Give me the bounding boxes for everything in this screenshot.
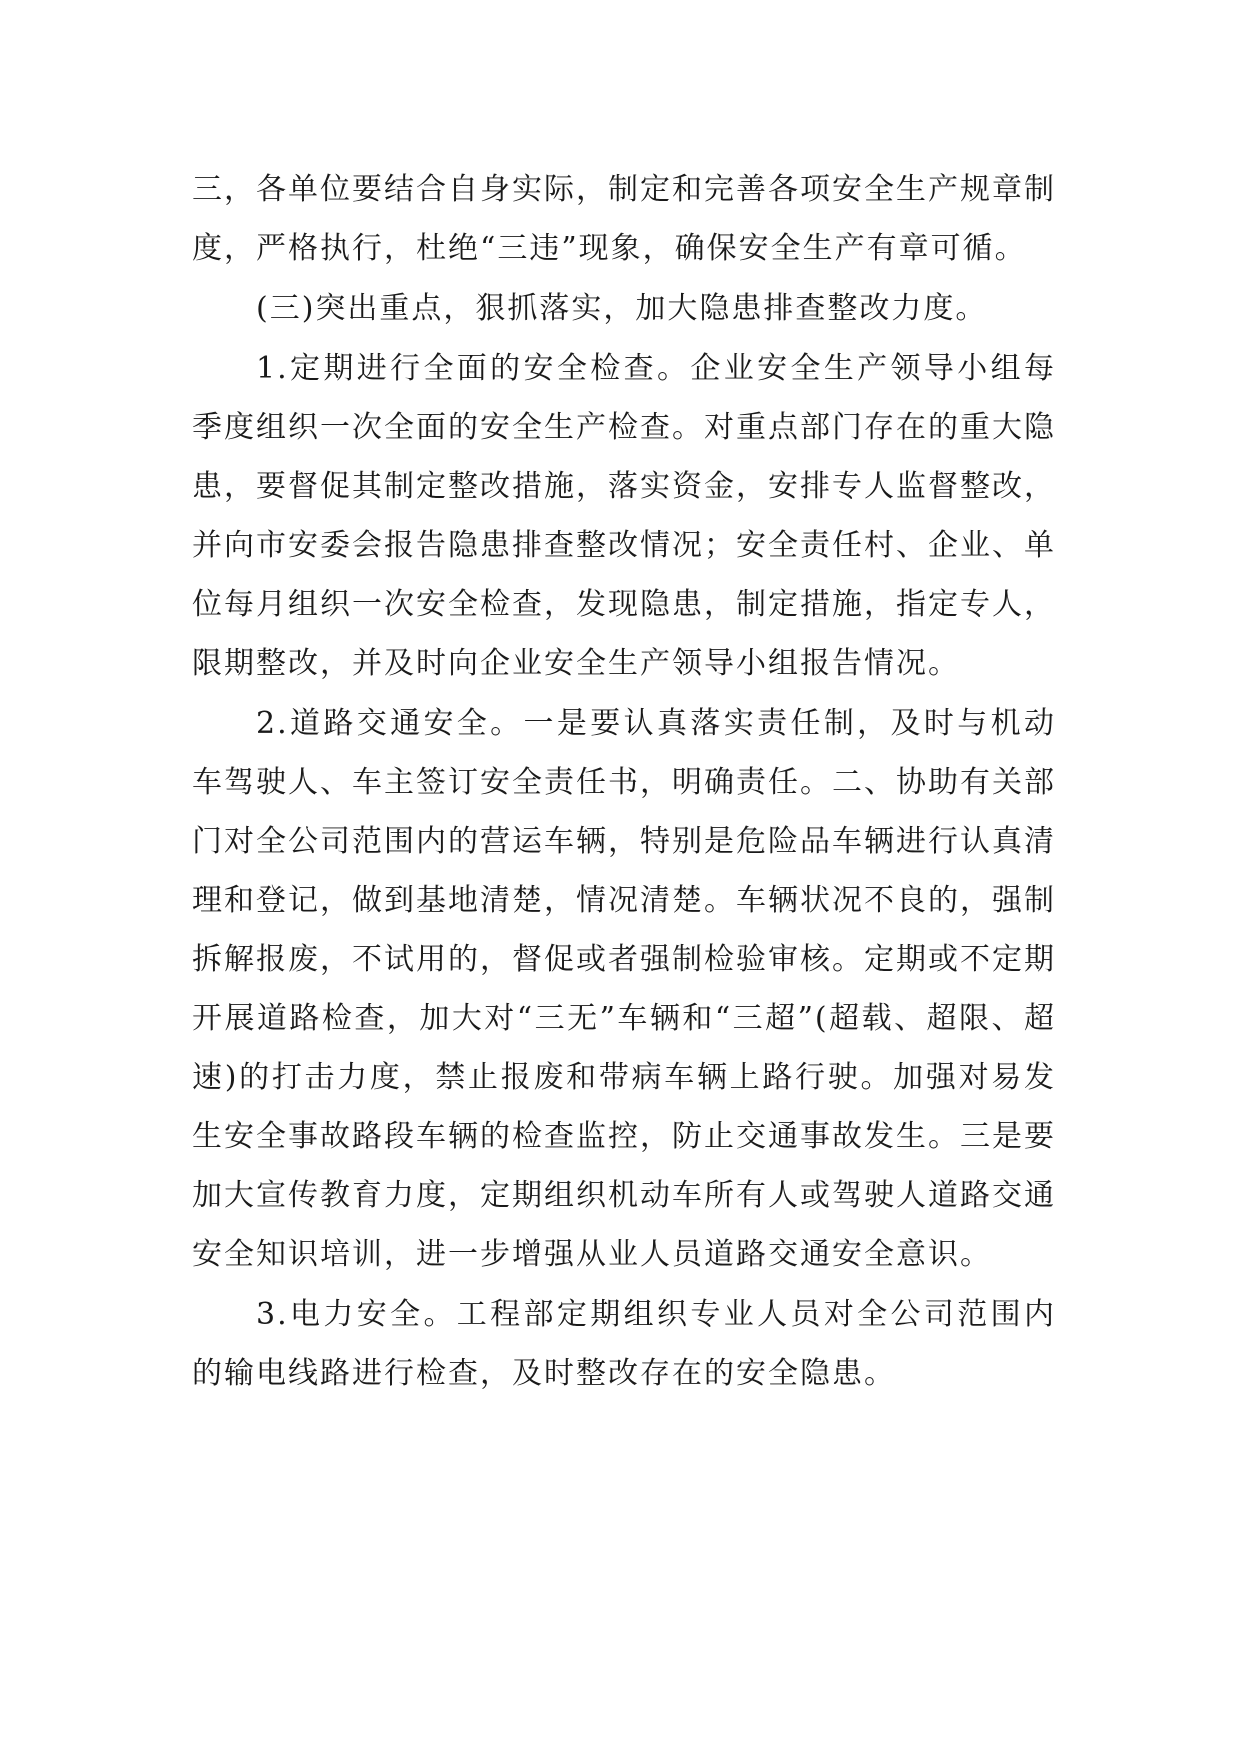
paragraph-section-heading: (三)突出重点，狠抓落实，加大隐患排查整改力度。 (256, 291, 988, 326)
paragraph-item-2-road-traffic: 2.道路交通安全。一是要认真落实责任制，及时与机动车驾驶人、车主签订安全责任书，明确责任。二、协助有关部门对全公司范围内的营运车辆，特别是危险品车辆进行认真清理和登记，做到基地清楚，情况清楚。车辆状况不良的，强制拆解报废，不试用的，督促或者强制检验审核。定期或不定期开展道路检查，加大对“三无”车辆和“三超”(超载、超限、超速)的打击力度，禁止报废和带病车辆上路行驶。加强对易发生安全事故路段车辆的检查监控，防止交通事故发生。三是要加大宣传教育力度，定期组织机动车所有人或驾驶人道路交通安全知识培训，进一步增强从业人员道路交通安全意识。 (192, 706, 1056, 1272)
paragraph-rules-continuation: 三，各单位要结合自身实际，制定和完善各项安全生产规章制度，严格执行，杜绝“三违”现象，确保安全生产有章可循。 (192, 172, 1056, 266)
paragraph-item-3-electric-safety: 3.电力安全。工程部定期组织专业人员对全公司范围内的输电线路进行检查，及时整改存在的安全隐患。 (192, 1297, 1056, 1391)
paragraph-item-1-safety-inspection: 1.定期进行全面的安全检查。企业安全生产领导小组每季度组织一次全面的安全生产检查。对重点部门存在的重大隐患，要督促其制定整改措施，落实资金，安排专人监督整改，并向市安委会报告隐患排查整改情况；安全责任村、企业、单位每月组织一次安全检查，发现隐患，制定措施，指定专人，限期整改，并及时向企业安全生产领导小组报告情况。 (192, 351, 1056, 681)
document-body (192, 160, 1056, 1404)
